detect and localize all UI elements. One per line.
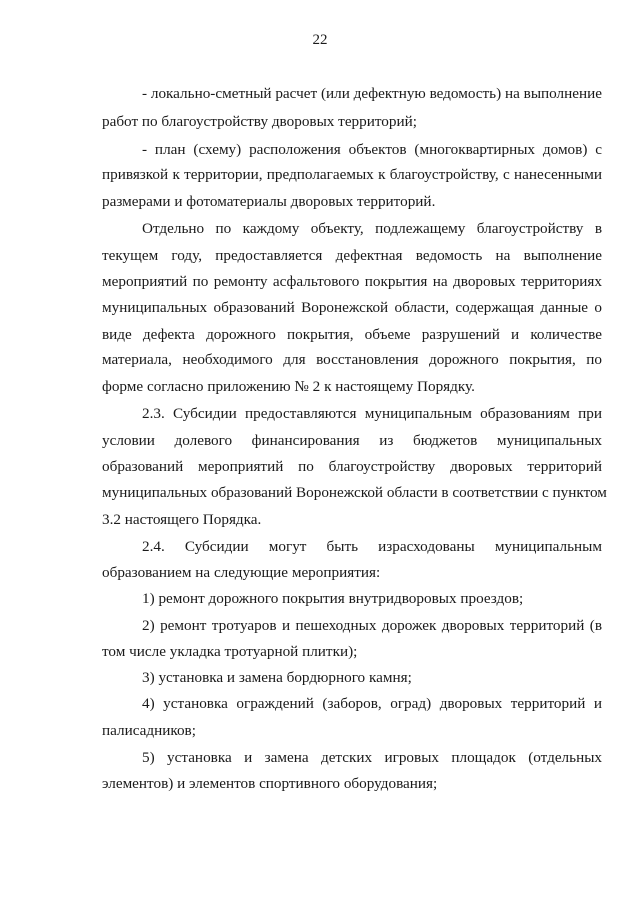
text-line: 5) установка и замена детских игровых площадок (отдельных — [142, 749, 602, 766]
text-line: Отдельно по каждому объекту, подлежащему благоустройству в — [142, 220, 602, 237]
text-line: виде дефекта дорожного покрытия, объеме разрушений и количестве — [102, 326, 602, 343]
text-line: муниципальных образований Воронежской области, содержащая данные о — [102, 299, 602, 316]
text-line: 3.2 настоящего Порядка. — [102, 511, 262, 528]
text-line: муниципальных образований Воронежской области в соответствии с пунктом — [102, 484, 607, 501]
text-line: привязкой к территории, предполагаемых к благоустройству, с нанесенными — [102, 166, 602, 183]
text-line: 2.4. Субсидии могут быть израсходованы муниципальным — [142, 538, 602, 555]
text-line: - план (схему) расположения объектов (многоквартирных домов) с — [142, 141, 602, 158]
text-line: работ по благоустройству дворовых территорий; — [102, 113, 417, 130]
text-line: материала, необходимого для восстановления дорожного покрытия, по — [102, 351, 602, 368]
text-line: 1) ремонт дорожного покрытия внутридворовых проездов; — [142, 590, 524, 607]
text-line: палисадников; — [102, 722, 196, 739]
text-line: размерами и фотоматериалы дворовых территорий. — [102, 193, 436, 210]
text-line: условии долевого финансирования из бюджетов муниципальных — [102, 432, 602, 449]
text-line: 3) установка и замена бордюрного камня; — [142, 669, 412, 686]
text-line: 4) установка ограждений (заборов, оград) дворовых территорий и — [142, 695, 602, 712]
text-line: текущем году, предоставляется дефектная ведомость на выполнение — [102, 247, 602, 264]
text-line: элементов) и элементов спортивного оборудования; — [102, 775, 438, 792]
text-line: том числе укладка тротуарной плитки); — [102, 643, 358, 660]
text-line: - локально-сметный расчет (или дефектную ведомость) на выполнение — [142, 85, 602, 102]
text-line: мероприятий по ремонту асфальтового покрытия на дворовых территориях — [102, 273, 602, 290]
text-line: 2) ремонт тротуаров и пешеходных дорожек дворовых территорий (в — [142, 617, 602, 634]
page-number: 22 — [312, 32, 328, 48]
text-line: образованием на следующие мероприятия: — [102, 564, 381, 581]
text-line: форме согласно приложению № 2 к настоящему Порядку. — [102, 378, 475, 395]
text-line: образований мероприятий по благоустройству дворовых территорий — [102, 458, 602, 475]
text-line: 2.3. Субсидии предоставляются муниципальным образованиям при — [142, 405, 602, 422]
